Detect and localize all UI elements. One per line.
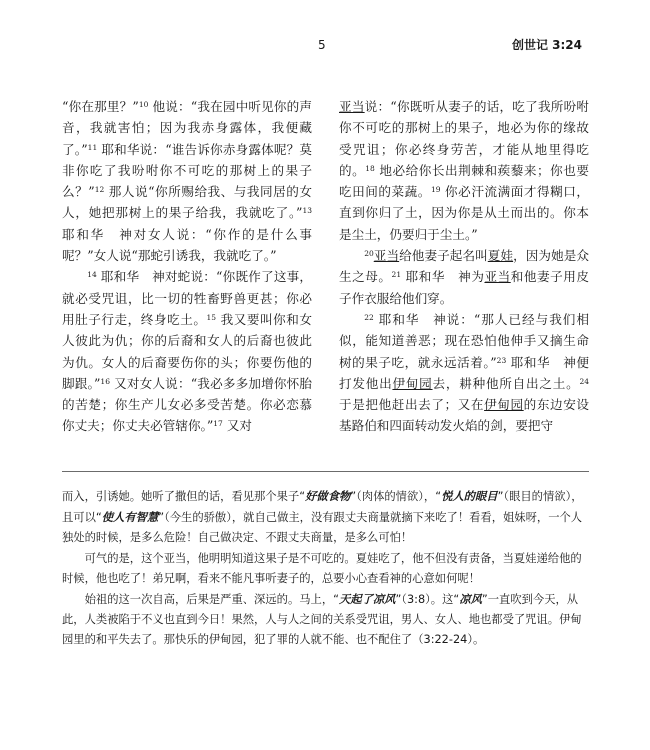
person-name: 亚当 [484,269,511,285]
scripture-paragraph: $^{22}$ 耶和华 神说：“那人已经与我们相似，能知道善恶；现在恐怕他伸手又摘生命树的果子吃，就永远活着。”$^{23}$ 耶和华 神便打发他出伊甸园去，耕种他所自出之土。$^{24}$ 于是把他赶出去了；又在伊甸园的东边安设基路伯和四面转动发火焰的剑，要把守 [339,311,590,434]
section-divider [62,471,589,472]
person-name: 亚当 [339,99,365,114]
person-name: 亚当 [373,248,400,264]
scripture-paragraph: $^{14}$ 耶和华 神对蛇说：“你既作了这事，就必受咒诅，比一切的牲畜野兽更甚；你必用肚子行走，终身吃土。$^{15}$ 我又要叫你和女人彼此为仇；你的后裔和女人的后裔也彼此为仇。女人的后裔要伤你的头；你要伤他的脚跟。”$^{16}$ 又对女人说：“我必多多加增你怀胎的苦楚；你生产儿女必多受苦楚。你必恋慕你丈夫；你丈夫必管辖你。”$^{17}$ 又对 [62,269,312,434]
verse-number: 10 [138,99,149,109]
verse-number: 16 [100,376,110,386]
scripture-paragraph: $^{20}$亚当给他妻子起名叫夏娃，因为她是众生之母。$^{21}$ 耶和华 神为亚当和他妻子用皮子作衣服给他们穿。 [339,248,590,306]
scripture-left-column [62,96,312,437]
scripture-paragraph: “你在那里？”$^{10}$ 他说：“我在园中听见你的声音，我就害怕；因为我赤身露体，我便藏了。”$^{11}$ 耶和华说：“谁告诉你赤身露体呢？莫非你吃了我吩咐你不可吃的那树上的果子么？”$^{12}$ 那人说“你所赐给我、与我同居的女人，她把那树上的果子给我，我就吃了。”$^{13}$ 耶和华 神对女人说：“你作的是什么事呢？”女人说“那蛇引诱我，我就吃了。” [62,99,312,264]
quoted-phrase: 好做食物 [305,489,351,503]
quoted-phrase: 使人有智慧 [101,510,159,525]
verse-number: 19 [430,185,441,195]
verse-number: 21 [391,270,402,280]
page-number: 5 [318,38,326,52]
quoted-phrase: 悦人的眼目 [441,489,498,503]
verse-number: 20 [364,248,374,258]
commentary-paragraph: 可气的是，这个亚当，他明明知道这果子是不可吃的。夏娃吃了，他不但没有责备，当夏娃递给他的时候，他也吃了！弟兄啊，看来不能凡事听妻子的，总要小心查看神的心意如何呢！ [62,551,582,585]
verse-number: 24 [579,376,590,386]
commentary-paragraph: 而入，引诱她。她听了撒但的话，看见那个果子“好做食物”（肉体的情欲），“悦人的眼目”（眼目的情欲），且可以“使人有智慧”（今生的骄傲），就自己做主，没有跟丈夫商量就摘下来吃了！看看，姐妹呀，一个人独处的时候，是多么危险！自己做决定、不跟丈夫商量，是多么可怕！ [62,489,583,545]
place-name: 伊甸园 [484,397,524,413]
place-name: 伊甸园 [392,375,433,391]
verse-number: 23 [496,355,507,365]
verse-number: 13 [302,206,312,216]
verse-number: 22 [364,312,374,322]
commentary [62,486,589,651]
verse-number: 14 [87,270,97,280]
verse-number: 18 [365,163,375,173]
running-head: 创世记 3:24 [511,38,582,52]
verse-number: 11 [87,142,98,152]
verse-number: 12 [94,185,105,195]
scripture-paragraph: 亚当说：“你既听从妻子的话，吃了我所吩咐你不可吃的那树上的果子，地必为你的缘故受咒诅；你必终身劳苦，才能从地里得吃的。$^{18}$ 地必给你长出荆棘和蒺藜来；你也要吃田间的菜蔬。$^{19}$ 你必汗流满面才得糊口，直到你归了土，因为你是从土而出的。你本是尘土，仍要归于尘土。” [339,99,589,242]
quoted-phrase: 凉风 [459,592,482,607]
commentary-paragraph: 始祖的这一次自高，后果是严重、深远的。马上，“天起了凉风”（3:8）。这“凉风”一直吹到今天，从此，人类被陷于不义也直到今日！果然，人与人之间的关系受咒诅，男人、女人、地也都受了咒诅。伊甸园里的和平失去了。那快乐的伊甸园，犯了罪的人就不能、也不配住了（3:22-24）。 [62,592,582,647]
verse-number: 17 [213,419,223,429]
scripture-right-column [339,96,589,437]
person-name: 夏娃 [487,248,514,264]
quoted-phrase: 天起了凉风 [338,592,396,607]
verse-number: 15 [206,312,217,322]
